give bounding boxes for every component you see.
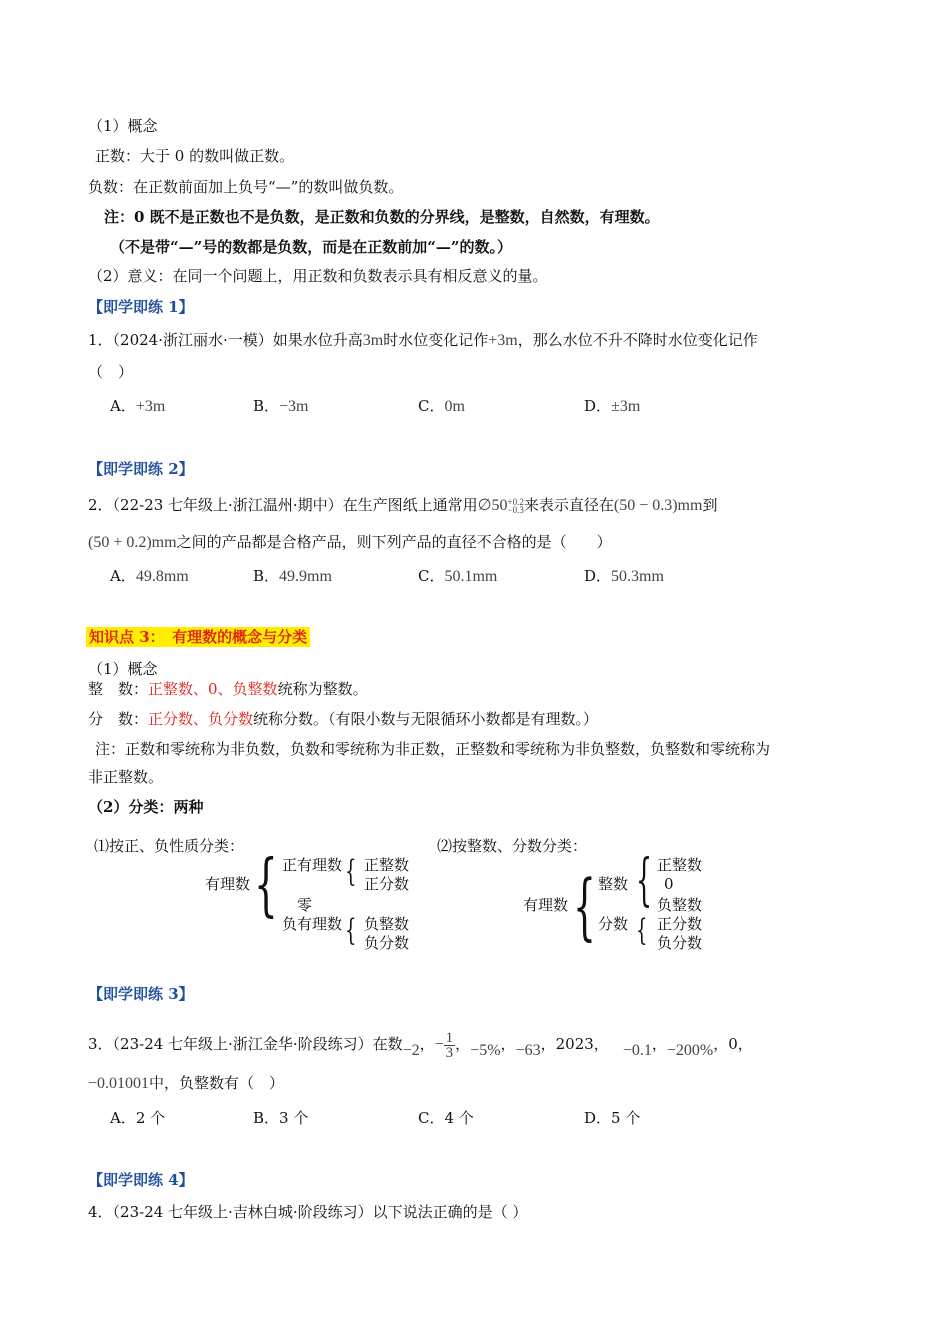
option-label: A． xyxy=(110,1109,136,1127)
ex3-option-d[interactable] xyxy=(584,1108,640,1128)
exercise-2-title: 【即学即练 2】 xyxy=(88,460,194,478)
option-value: −3m xyxy=(279,398,309,415)
option-label: C． xyxy=(418,397,445,415)
q3-number-8: 0 xyxy=(728,1035,738,1053)
q3-number-3: −5% xyxy=(470,1042,501,1059)
q1-prefix: 1．（2024·浙江丽水·一模）如果水位升高 xyxy=(88,331,363,349)
option-label: B． xyxy=(253,567,280,585)
left-tree-pos-frac: 正分数 xyxy=(364,875,410,893)
exercise-4-title: 【即学即练 4】 xyxy=(88,1171,194,1189)
right-int-brace-icon: { xyxy=(636,848,653,913)
option-label: C． xyxy=(418,1109,445,1127)
right-tree-caption: ⑵按整数、分数分类： xyxy=(437,837,588,855)
right-tree-root: 有理数 xyxy=(523,896,569,914)
left-negative-brace-icon: { xyxy=(345,913,357,948)
q1-math-3m: 3m xyxy=(362,332,384,349)
exercise-4-question: 4．（23-24 七年级上·吉林白城·阶段练习）以下说法正确的是（ ） xyxy=(88,1203,528,1221)
right-tree-frac: 分数 xyxy=(598,915,629,933)
option-label: C． xyxy=(418,567,445,585)
left-root-brace-icon: { xyxy=(254,846,278,925)
q3-number-4: −63 xyxy=(515,1042,541,1059)
exercise-3-question-line1: 3．（23-24 七年级上·浙江金华·阶段练习）在数−2，− $\frac{1}{3}$ ，−5%，−63，2023， −0.1，−200%，0， xyxy=(88,1029,753,1061)
exercise-1-question xyxy=(88,330,758,351)
option-value: 3 个 xyxy=(279,1109,309,1127)
exercise-2-question-line1 xyxy=(88,495,717,516)
q3-sep: ， xyxy=(419,1035,435,1053)
kp3-note-line2: 非正整数。 xyxy=(88,768,164,786)
option-value: 50.1mm xyxy=(444,568,498,585)
ex1-option-a[interactable] xyxy=(110,396,165,417)
q3-sep: ， xyxy=(737,1035,753,1053)
option-label: B． xyxy=(253,397,280,415)
q2-tolerance-upper: +0.2 xyxy=(507,497,524,508)
integer-end: 统称为整数。 xyxy=(277,680,368,698)
option-value: 2 个 xyxy=(135,1109,166,1127)
fraction-members: 正分数、负分数 xyxy=(148,710,254,728)
q1-mid: 时水位变化记作 xyxy=(383,331,489,349)
right-tree-pos-int: 正整数 xyxy=(657,856,703,874)
kp3-concept-label: （1）概念 xyxy=(88,660,158,678)
q3-number-6: −0.1 xyxy=(622,1042,652,1059)
minus-sign-note: （不是带“—”号的数都是负数，而是在正数前加“—”的数。） xyxy=(110,238,513,256)
q3-fraction xyxy=(444,1031,456,1060)
q2-tolerance-lower: −0.3 xyxy=(507,505,524,516)
ex2-option-b[interactable] xyxy=(253,566,332,587)
option-value: ±3m xyxy=(611,398,641,415)
exercise-3-title: 【即学即练 3】 xyxy=(88,985,194,1003)
ex1-option-b[interactable] xyxy=(253,396,309,417)
exercise-2-question-line2 xyxy=(88,532,612,553)
left-tree-neg-frac: 负分数 xyxy=(364,934,410,952)
exercise-1-title: 【即学即练 1】 xyxy=(88,298,194,316)
q2-diameter-symbol xyxy=(478,497,524,514)
left-tree-root: 有理数 xyxy=(205,875,251,893)
q2-lower-bound: (50 − 0.3)mm xyxy=(613,497,703,514)
q2-prefix: 2．（22-23 七年级上·浙江温州·期中）在生产图纸上通常用 xyxy=(88,496,478,514)
right-tree-int: 整数 xyxy=(598,875,629,893)
option-label: A． xyxy=(110,397,136,415)
option-value: 5 个 xyxy=(611,1109,641,1127)
option-label: D． xyxy=(584,1109,612,1127)
right-tree-neg-int: 负整数 xyxy=(657,896,703,914)
classification-label: （2）分类：两种 xyxy=(88,798,204,816)
q3-prefix: 3．（23-24 七年级上·浙江金华·阶段练习）在数 xyxy=(88,1035,403,1053)
option-value: +3m xyxy=(135,398,166,415)
right-frac-brace-icon: { xyxy=(636,913,648,948)
q2-upper-bound: (50 + 0.2)mm xyxy=(88,534,177,551)
q2-to: 到 xyxy=(702,496,718,514)
left-tree-pos-int: 正整数 xyxy=(364,856,410,874)
positive-definition: 正数：大于 0 的数叫做正数。 xyxy=(95,147,295,165)
q3-number-1: −2 xyxy=(402,1042,420,1059)
q3-fraction-numerator: 1 xyxy=(445,1029,454,1046)
ex1-option-d[interactable] xyxy=(584,396,640,417)
q3-fraction-denominator: 3 xyxy=(445,1044,454,1061)
q3-number-5: 2023 xyxy=(555,1035,594,1053)
q3-sep: ， xyxy=(455,1035,471,1053)
q1-end: ，那么水位不升不降时水位变化记作 xyxy=(517,331,758,349)
ex2-option-c[interactable] xyxy=(418,566,497,587)
option-label: D． xyxy=(584,397,612,415)
ex2-option-d[interactable] xyxy=(584,566,664,587)
left-tree-zero: 零 xyxy=(297,896,313,914)
option-value: 49.8mm xyxy=(135,568,189,585)
negative-definition: 负数：在正数前面加上负号“—”的数叫做负数。 xyxy=(88,178,404,196)
option-value: 0m xyxy=(444,398,465,415)
ex1-option-c[interactable] xyxy=(418,396,465,417)
ex3-option-b[interactable] xyxy=(253,1108,308,1128)
q3-end: 中，负整数有（ ） xyxy=(149,1074,285,1092)
exercise-3-question-line2 xyxy=(88,1073,284,1094)
right-tree-zero: 0 xyxy=(664,875,674,893)
q3-number-9: −0.01001 xyxy=(88,1075,150,1092)
fraction-end: 统称分数。（有限小数与无限循环小数都是有理数。） xyxy=(253,710,599,728)
q2-mid: 来表示直径在 xyxy=(523,496,614,514)
q3-sep: ， xyxy=(593,1035,609,1053)
q2-end: 之间的产品都是合格产品，则下列产品的直径不合格的是（ ） xyxy=(176,533,612,551)
q2-sym: ∅50 xyxy=(477,497,508,514)
q3-number-7: −200% xyxy=(666,1042,714,1059)
option-value: 49.9mm xyxy=(279,568,332,585)
kp3-title-text: 知识点 3： 有理数的概念与分类 xyxy=(86,627,310,647)
integer-definition xyxy=(88,679,368,699)
left-tree-caption: ⑴按正、负性质分类： xyxy=(94,837,245,855)
right-tree-pos-frac: 正分数 xyxy=(657,915,703,933)
fraction-label: 分 数： xyxy=(88,710,149,728)
left-positive-brace-icon: { xyxy=(345,854,357,889)
q3-sep: ， xyxy=(713,1035,729,1053)
concept-label: （1）概念 xyxy=(88,117,158,135)
fraction-definition xyxy=(88,709,598,729)
option-value: 50.3mm xyxy=(611,568,664,585)
left-tree-negative: 负有理数 xyxy=(282,915,343,933)
ex2-option-a[interactable] xyxy=(110,566,189,587)
option-label: B． xyxy=(253,1109,280,1127)
kp3-note-line1: 注：正数和零统称为非负数，负数和零统称为非正数，正整数和零统称为非负整数，负整数和零统称为 xyxy=(95,740,771,758)
zero-note: 注：0 既不是正数也不是负数，是正数和负数的分界线，是整数，自然数，有理数。 xyxy=(104,208,660,226)
option-value: 4 个 xyxy=(444,1109,474,1127)
ex3-option-a[interactable] xyxy=(110,1108,165,1128)
meaning-text: （2）意义：在同一个问题上，用正数和负数表示具有相反意义的量。 xyxy=(88,267,548,285)
option-label: D． xyxy=(584,567,612,585)
ex3-option-c[interactable] xyxy=(418,1108,474,1128)
right-tree-neg-frac: 负分数 xyxy=(657,934,703,952)
right-root-brace-icon: { xyxy=(573,864,596,948)
left-tree-neg-int: 负整数 xyxy=(364,915,410,933)
integer-members: 正整数、0、负整数 xyxy=(148,680,278,698)
left-tree-positive: 正有理数 xyxy=(282,856,343,874)
q3-sep: ， xyxy=(540,1035,556,1053)
knowledge-point-3-title xyxy=(86,627,310,647)
option-label: A． xyxy=(110,567,136,585)
integer-label: 整 数： xyxy=(88,680,149,698)
exercise-1-paren: （ ） xyxy=(88,363,134,381)
q3-sep: ， xyxy=(500,1035,516,1053)
q1-math-plus3m: +3m xyxy=(488,332,518,349)
q3-sep: ， xyxy=(651,1035,667,1053)
